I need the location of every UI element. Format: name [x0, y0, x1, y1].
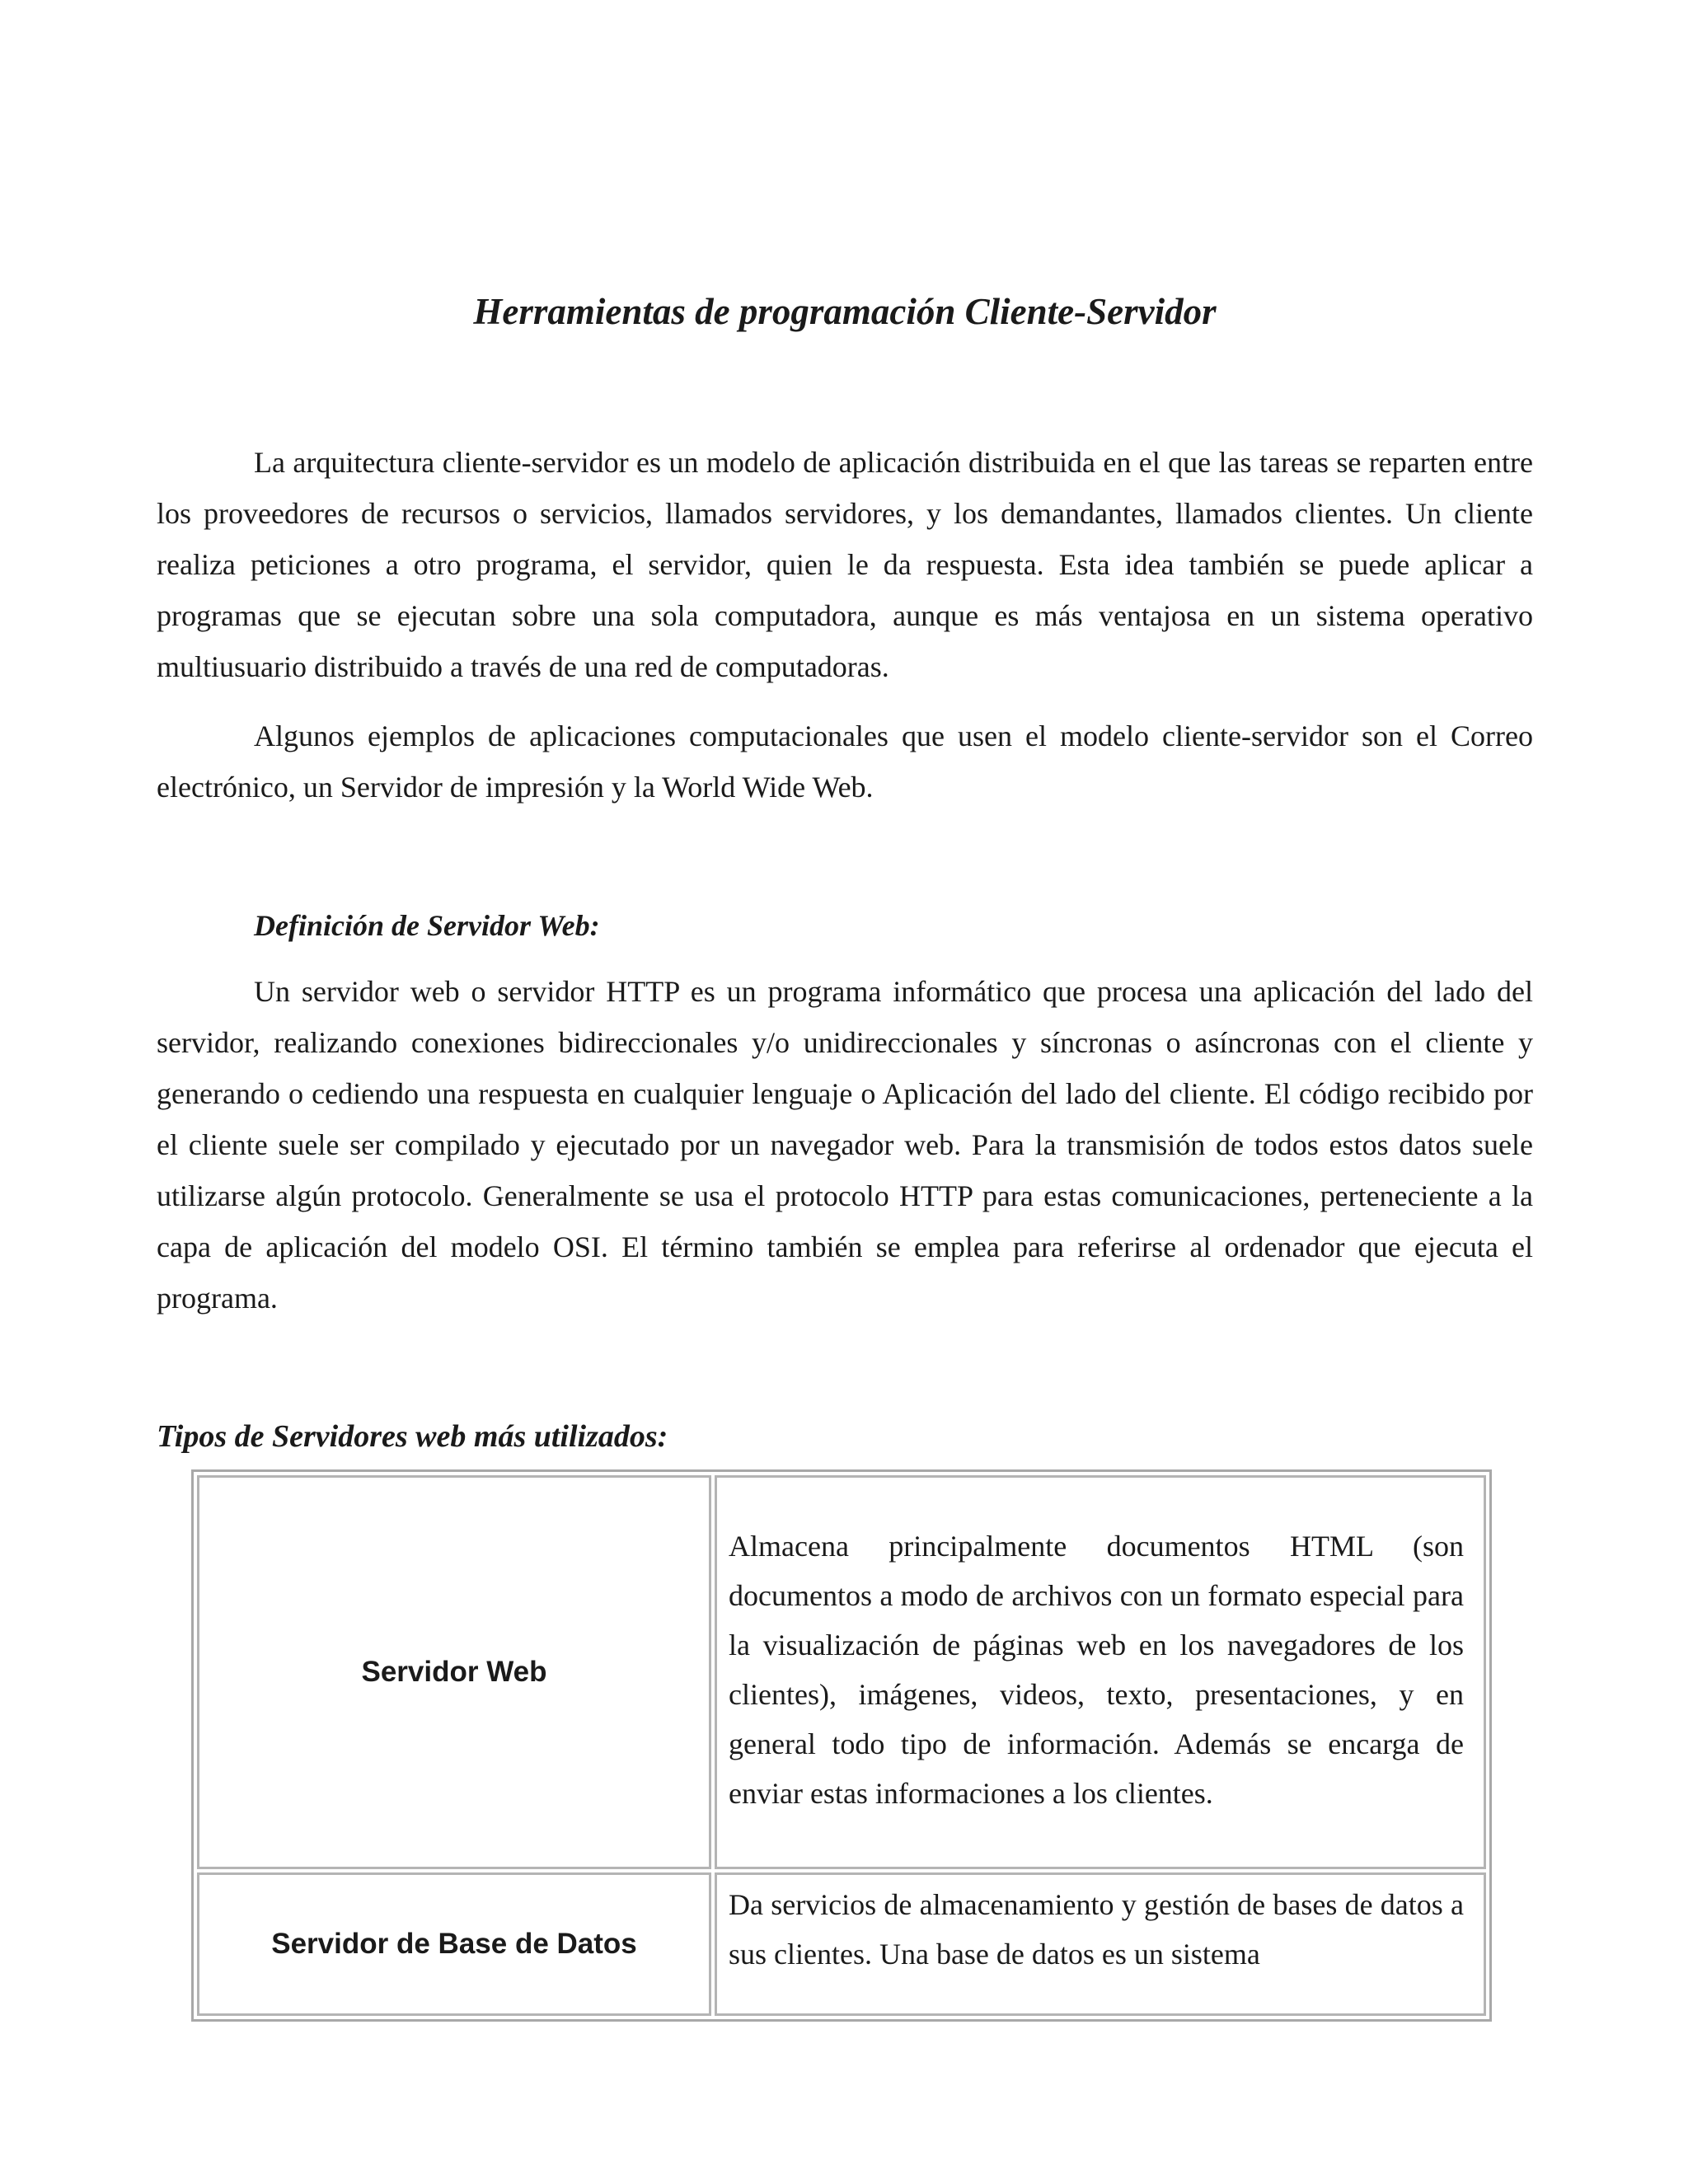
- intro-paragraph: La arquitectura cliente-servidor es un modelo de aplicación distribuida en el que las tareas se reparten entre los proveedores de recursos o servicios, llamados servidores, y los demandantes, llamados clientes. Un cliente realiza peticiones a otro programa, el servidor, quien le da respuesta. Esta idea también se puede aplicar a programas que se ejecutan sobre una sola computadora, aunque es más ventajosa en un sistema operativo multiusuario distribuido a través de una red de computadoras.: [157, 446, 1533, 683]
- table-row: [197, 1872, 1486, 2016]
- server-name-cell: Servidor de Base de Datos: [197, 1872, 711, 2016]
- server-types-heading: Tipos de Servidores web más utilizados:: [157, 1419, 668, 1454]
- examples-paragraph: Algunos ejemplos de aplicaciones computacionales que usen el modelo cliente-servidor son el Correo electrónico, un Servidor de impresión y la World Wide Web.: [157, 719, 1533, 804]
- server-name-cell: Servidor Web: [197, 1475, 711, 1869]
- server-description-cell: Almacena principalmente documentos HTML (son documentos a modo de archivos con un formato especial para la visualización de páginas web en los navegadores de los clientes), imágenes, videos, texto, presentaciones, y en general todo tipo de información. Además se encarga de enviar estas informaciones a los clientes.: [715, 1475, 1486, 1869]
- document-title: Herramientas de programación Cliente-Servidor: [473, 291, 1217, 332]
- web-server-definition-paragraph: Un servidor web o servidor HTTP es un programa informático que procesa una aplicación del lado del servidor, realizando conexiones bidireccionales y/o unidireccionales y síncronas o asíncronas con el cliente y generando o cediendo una respuesta en cualquier lenguaje o Aplicación del lado del cliente. El código recibido por el cliente suele ser compilado y ejecutado por un navegador web. Para la transmisión de todos estos datos suele utilizarse algún protocolo. Generalmente se usa el protocolo HTTP para estas comunicaciones, perteneciente a la capa de aplicación del modelo OSI. El término también se emplea para referirse al ordenador que ejecuta el programa.: [157, 975, 1533, 1315]
- server-description-cell: Da servicios de almacenamiento y gestión de bases de datos a sus clientes. Una base de datos es un sistema: [715, 1872, 1486, 2016]
- server-types-table: [191, 1469, 1492, 2022]
- web-server-definition-heading: Definición de Servidor Web:: [254, 909, 600, 942]
- table-row: [197, 1475, 1486, 1869]
